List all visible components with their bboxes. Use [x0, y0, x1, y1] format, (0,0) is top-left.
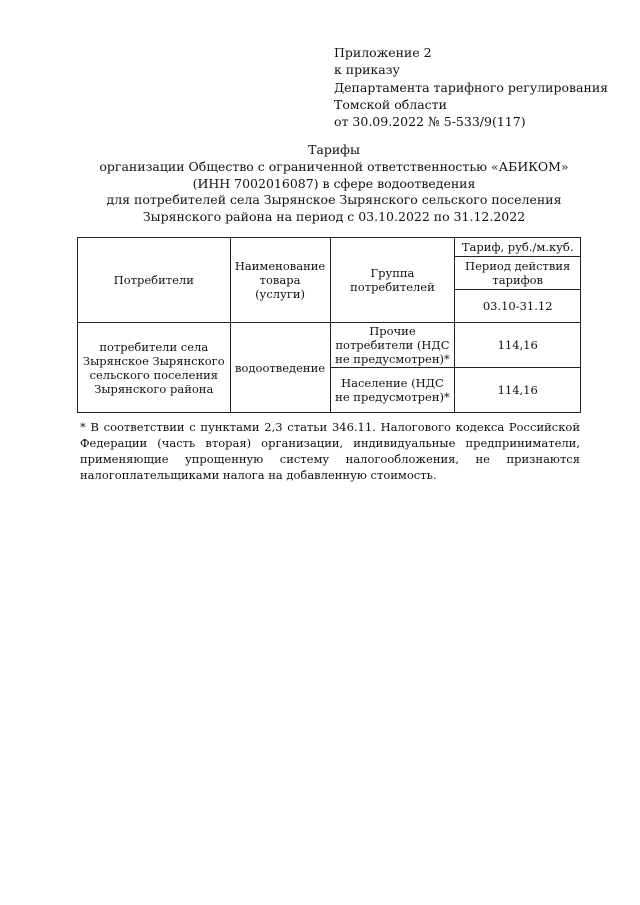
- header-period-label: Период действия тарифов: [455, 257, 581, 290]
- appendix-line: к приказу: [334, 62, 400, 78]
- document-title: [60, 142, 608, 226]
- table-row: [78, 323, 581, 368]
- header-group: Группа потребителей: [330, 238, 455, 323]
- tariff-cell: 114,16: [455, 368, 581, 413]
- appendix-line: Томской области: [334, 96, 447, 112]
- header-row: [78, 238, 581, 257]
- title-line: для потребителей села Зырянское Зырянского сельского поселения: [106, 192, 562, 208]
- tariff-cell: 114,16: [455, 323, 581, 368]
- appendix-block: [334, 44, 608, 130]
- product-cell: водоотведение: [230, 323, 330, 413]
- title-line: Тарифы: [308, 142, 360, 157]
- header-tariff: Тариф, руб./м.куб.: [455, 238, 581, 257]
- header-consumers: Потребители: [78, 238, 231, 323]
- appendix-line: от 30.09.2022 № 5-533/9(117): [334, 114, 526, 130]
- appendix-line: Департамента тарифного регулирования: [334, 79, 609, 95]
- consumer-cell: потребители села Зырянское Зырянского сельского поселения Зырянского района: [78, 323, 231, 413]
- header-product: Наименование товара (услуги): [230, 238, 330, 323]
- title-line: (ИНН 7002016087) в сфере водоотведения: [192, 175, 476, 191]
- footnote: * В соответствии с пунктами 2,3 статьи 346.11. Налогового кодекса Российской Федерации (часть вторая) организации, индивидуальные предприниматели, применяющие упрощенную систему налогообложения, не признаются налогоплательщиками налога на добавленную стоимость.: [80, 420, 580, 482]
- group-cell: Прочие потребители (НДС не предусмотрен)*: [330, 323, 455, 368]
- header-period-value: 03.10-31.12: [455, 290, 581, 323]
- appendix-line: Приложение 2: [334, 45, 432, 60]
- title-line: организации Общество с ограниченной ответственностью «АБИКОМ»: [99, 158, 569, 174]
- title-line: Зырянского района на период с 03.10.2022 по 31.12.2022: [142, 209, 526, 225]
- group-cell: Население (НДС не предусмотрен)*: [330, 368, 455, 413]
- tariff-table: [77, 237, 581, 413]
